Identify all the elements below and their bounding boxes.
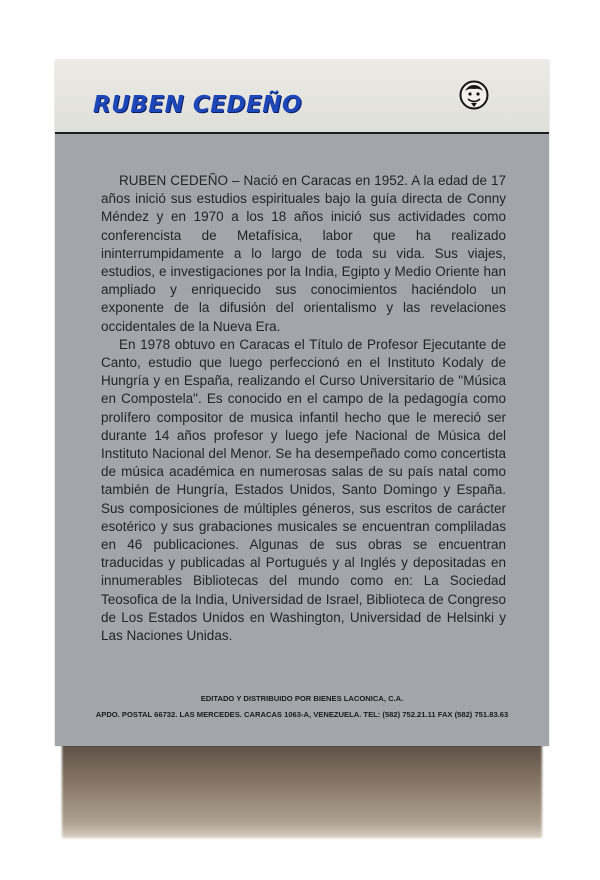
back-cover <box>55 60 549 746</box>
publisher-line: EDITADO Y DISTRIBUIDO POR BIENES LACONICA, C.A. <box>200 694 404 703</box>
author-name-title: RUBEN CEDEÑO <box>93 92 303 118</box>
biography-paragraph-2: En 1978 obtuvo en Caracas el Título de Profesor Ejecutante de Canto, estudio que luego perfeccionó en el Instituto Kodaly de Hungría y en España, realizando el Curso Universitario de "Música en Compostela". Es conocido en el campo de la pedagogía como prolífero compositor de musica infantil hecho que le mereció ser durante 14 años profesor y luego jefe Nacional de Música del Instituto Nacional del Menor. Se ha desempeñado como concertista de música académica en numerosas salas de su país natal como también de Hungría, Estados Unidos, Santo Domingo y España. Sus composiciones de múltiples géneros, sus escritos de carácter esotérico y sus grabaciones musicales se encuentran compliladas en 46 publicaciones. Algunas de sus obras se encuentran traducidas y publicadas al Portugués y al Inglés y depositadas en innumerables Bibliotecas del mundo como en: La Sociedad Teosofica de la India, Universidad de Israel, Biblioteca de Congreso de Los Estados Unidos en Washington, Universidad de Helsinki y Las Naciones Unidas. <box>101 336 506 644</box>
header-divider <box>55 132 549 134</box>
publisher-address: APDO. POSTAL 66732. LAS MERCEDES. CARACAS 1063-A, VENEZUELA. TEL: (582) 752.21.11 FAX (582) 751.83.63 <box>95 710 509 719</box>
header-band <box>55 60 549 132</box>
book-edge-shadow <box>62 742 542 838</box>
author-biography <box>101 172 506 645</box>
biography-paragraph-1: RUBEN CEDEÑO – Nació en Caracas en 1952. A la edad de 17 años inició sus estudios espirituales bajo la guía directa de Conny Méndez y en 1970 a los 18 años inició sus actividades como conferencista de Metafísica, labor que ha realizado ininterrumpidamente a lo largo de toda su vida. Sus viajes, estudios, e investigaciones por la India, Egipto y Medio Oriente han ampliado y enriquecido sus conocimientos haciéndolo un exponente de la difusión del orientalismo y las revelaciones occidentales de la Nueva Era. <box>101 173 506 334</box>
smiling-face-emblem-icon <box>459 80 489 110</box>
